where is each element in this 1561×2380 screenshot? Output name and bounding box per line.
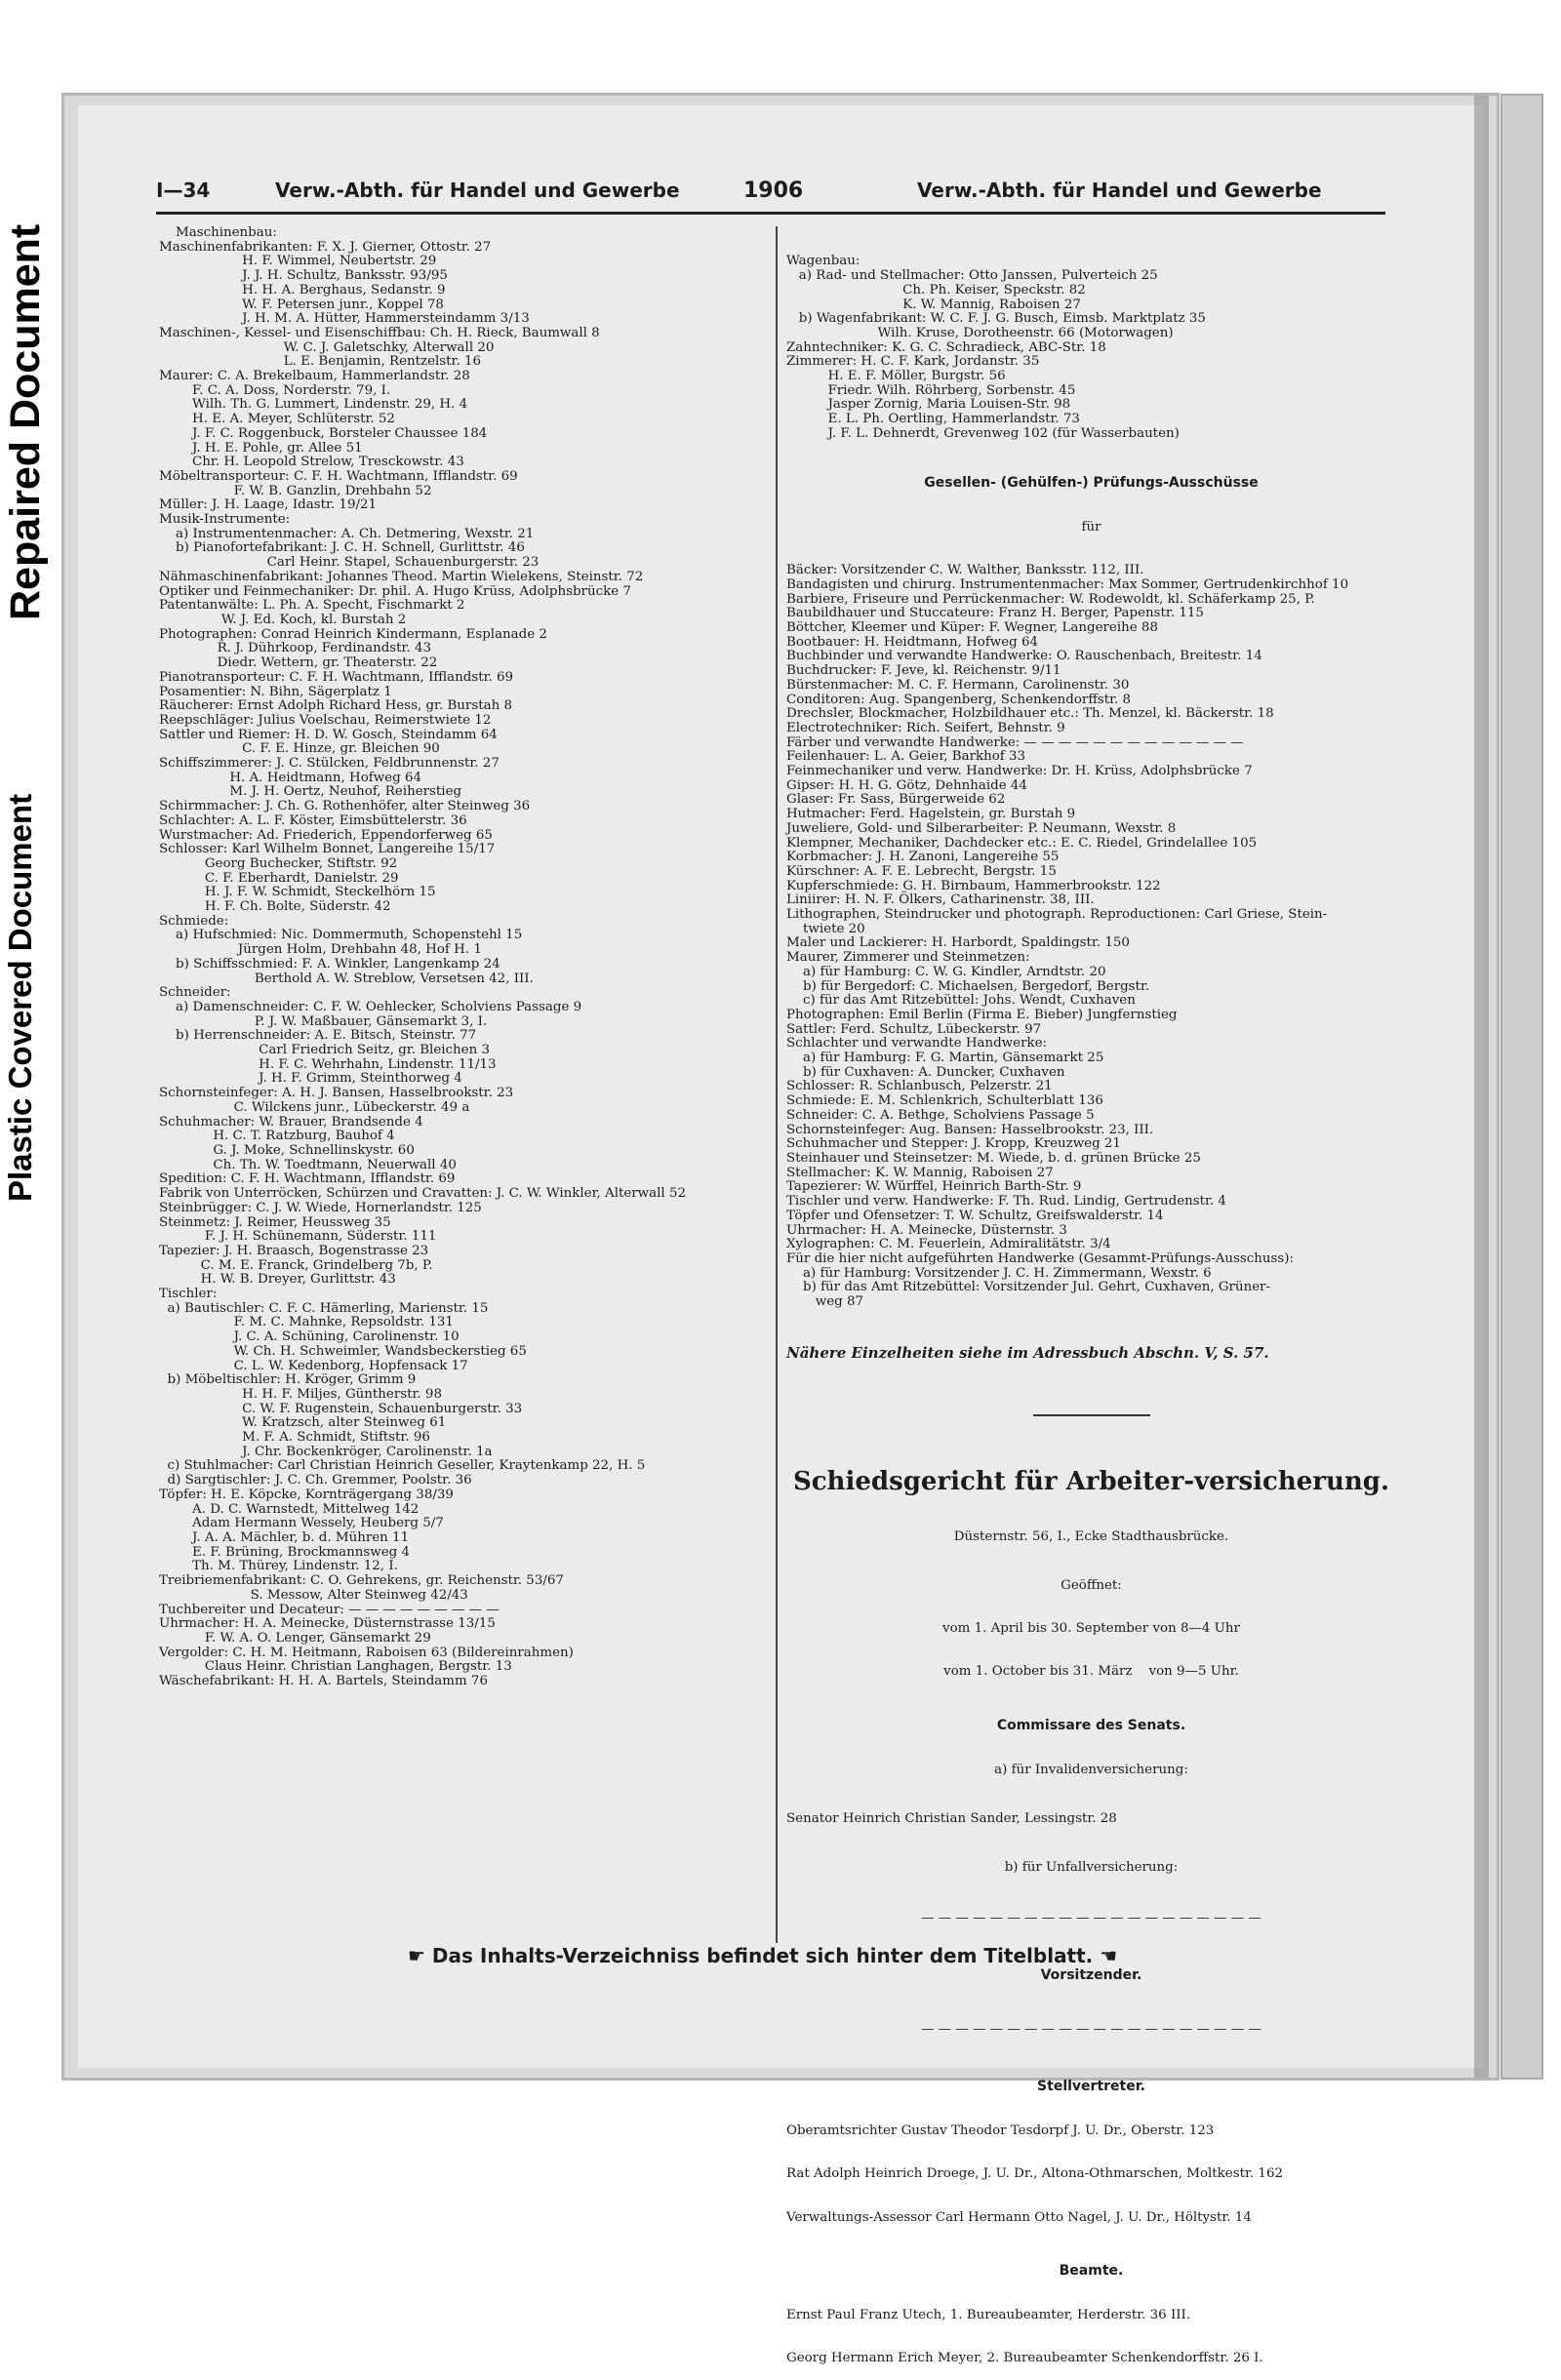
committee-entry: Für die hier nicht aufgeführten Handwerke (Gesammt-Prüfungs-Ausschuss):: [786, 1250, 1295, 1266]
directory-entry: J. F. C. Roggenbuck, Borsteler Chaussee 184: [159, 425, 488, 441]
directory-entry: Claus Heinr. Christian Langhagen, Bergstr. 13: [159, 1659, 512, 1675]
invalid-label: a) für Invalidenversicherung:: [994, 1762, 1188, 1777]
committee-entry: b) für das Amt Ritzebüttel: Vorsitzender Jul. Gehrt, Cuxhaven, Grüner-: [786, 1280, 1271, 1295]
directory-entry: Uhrmacher: H. A. Meinecke, Düsternstrasse 13/15: [159, 1616, 496, 1632]
directory-entry: b) Wagenfabrikant: W. C. F. J. G. Busch, Eimsb. Marktplatz 35: [786, 311, 1206, 327]
directory-entry: Spedition: C. F. H. Wachtmann, Ifflandstr. 69: [159, 1171, 456, 1187]
committee-entry: Maurer, Zimmerer und Steinmetzen:: [786, 950, 1030, 966]
committee-entry: Liniirer: H. N. F. Ölkers, Catharinenstr. 38, III.: [786, 892, 1095, 908]
dash-line-2: — — — — — — — — — — — — — — — — — — — —: [921, 2022, 1261, 2038]
directory-entry: E. L. Ph. Oertling, Hammerlandstr. 73: [786, 412, 1080, 427]
directory-entry: Müller: J. H. Laage, Idastr. 19/21: [159, 497, 378, 513]
directory-entry: C. Wilckens junr., Lübeckerstr. 49 a: [159, 1099, 470, 1115]
directory-entry: Maschinenfabrikanten: F. X. J. Gierner, Ottostr. 27: [159, 239, 492, 255]
hours-line-2: vom 1. October bis 31. März von 9—5 Uhr.: [943, 1664, 1239, 1680]
stellvertreter-2: Rat Adolph Heinrich Droege, J. U. Dr., Altona-Othmarschen, Moltkestr. 162: [786, 2166, 1283, 2182]
directory-entry: a) Bautischler: C. F. C. Hämerling, Marienstr. 15: [159, 1300, 489, 1316]
directory-entry: Maschinenbau:: [159, 225, 277, 240]
directory-entry: Adam Hermann Wessely, Heuberg 5/7: [159, 1516, 444, 1531]
directory-entry: Pianotransporteur: C. F. H. Wachtmann, Ifflandstr. 69: [159, 669, 514, 685]
directory-entry: Patentanwälte: L. Ph. A. Specht, Fischmarkt 2: [159, 598, 465, 614]
directory-entry: Schlachter: A. L. F. Köster, Eimsbüttelerstr. 36: [159, 813, 467, 828]
directory-entry: b) Möbeltischler: H. Kröger, Grimm 9: [159, 1372, 417, 1388]
beamte-title: Beamte.: [1059, 2262, 1124, 2279]
directory-entry: Tapezier: J. H. Braasch, Bogenstrasse 23: [159, 1243, 429, 1258]
section-gesellen-title: Gesellen- (Gehülfen-) Prüfungs-Ausschüsse: [924, 474, 1259, 491]
directory-entry: H. F. C. Wehrhahn, Lindenstr. 11/13: [159, 1056, 497, 1072]
directory-entry: Ch. Ph. Keiser, Speckstr. 82: [786, 282, 1086, 298]
directory-entry: Optiker und Feinmechaniker: Dr. phil. A. Hugo Krüss, Adolphsbrücke 7: [159, 583, 631, 599]
directory-entry: M. J. H. Oertz, Neuhof, Reiherstieg: [159, 784, 462, 800]
directory-entry: Vergolder: C. H. M. Heitmann, Raboisen 63 (Bildereinrahmen): [159, 1645, 574, 1660]
directory-entry: J. F. L. Dehnerdt, Grevenweg 102 (für Wasserbauten): [786, 425, 1180, 441]
directory-entry: Zahntechniker: K. G. C. Schradieck, ABC-Str. 18: [786, 339, 1106, 355]
gesellen-list: [786, 564, 1396, 1310]
committee-entry: Schornsteinfeger: Aug. Bansen: Hasselbrookstr. 23, III.: [786, 1122, 1154, 1137]
committee-entry: Hutmacher: Ferd. Hagelstein, gr. Burstah 9: [786, 807, 1076, 822]
committee-entry: Bäcker: Vorsitzender C. W. Walther, Banksstr. 112, III.: [786, 563, 1144, 578]
committee-entry: Schneider: C. A. Bethge, Scholviens Passage 5: [786, 1107, 1095, 1123]
directory-entry: Fabrik von Unterröcken, Schürzen und Cravatten: J. C. W. Winkler, Alterwall 52: [159, 1186, 686, 1202]
committee-entry: Klempner, Mechaniker, Dachdecker etc.: E. C. Riedel, Grindelallee 105: [786, 835, 1258, 851]
directory-entry: H. H. F. Miljes, Güntherstr. 98: [159, 1386, 442, 1402]
next-page-edge: [1502, 96, 1541, 2078]
committee-entry: Feinmechaniker und verw. Handwerke: Dr. H. Krüss, Adolphsbrücke 7: [786, 764, 1253, 779]
directory-entry: Sattler und Riemer: H. D. W. Gosch, Steindamm 64: [159, 727, 498, 742]
schiedsgericht-address: Düsternstr. 56, I., Ecke Stadthausbrücke.: [953, 1529, 1229, 1545]
committee-entry: Bootbauer: H. Heidtmann, Hofweg 64: [786, 634, 1039, 650]
stellvertreter-1: Oberamtsrichter Gustav Theodor Tesdorpf J. U. Dr., Oberstr. 123: [786, 2123, 1215, 2139]
vorsitzender-title: Vorsitzender.: [1040, 1967, 1142, 1984]
directory-entry: K. W. Mannig, Raboisen 27: [786, 297, 1081, 312]
committee-entry: Tapezierer: W. Würffel, Heinrich Barth-Str. 9: [786, 1179, 1082, 1195]
directory-entry: a) Instrumentenmacher: A. Ch. Detmering, Wexstr. 21: [159, 526, 535, 541]
directory-entry: C. M. E. Franck, Grindelberg 7b, P.: [159, 1257, 433, 1273]
directory-entry: C. L. W. Kedenborg, Hopfensack 17: [159, 1358, 468, 1373]
committee-entry: Uhrmacher: H. A. Meinecke, Düsternstr. 3: [786, 1222, 1067, 1238]
directory-entry: H. C. T. Ratzburg, Bauhof 4: [159, 1129, 395, 1144]
directory-entry: Schmiede:: [159, 913, 229, 929]
committee-entry: Schuhmacher und Stepper: J. Kropp, Kreuzweg 21: [786, 1136, 1121, 1152]
header-right-title: Verw.-Abth. für Handel und Gewerbe: [917, 178, 1322, 202]
directory-entry: c) Stuhlmacher: Carl Christian Heinrich Geseller, Kraytenkamp 22, H. 5: [159, 1458, 646, 1474]
directory-entry: Wilh. Th. G. Lummert, Lindenstr. 29, H. 4: [159, 397, 468, 413]
header-year: 1906: [743, 178, 804, 203]
directory-entry: Wagenbau:: [786, 254, 861, 269]
committee-entry: weg 87: [786, 1294, 864, 1310]
committee-entry: Baubildhauer und Stuccateure: Franz H. Berger, Papenstr. 115: [786, 606, 1204, 621]
committee-entry: Glaser: Fr. Sass, Bürgerweide 62: [786, 792, 1006, 808]
directory-entry: G. J. Moke, Schnellinskystr. 60: [159, 1143, 415, 1158]
plastic-covered-label: Plastic Covered Document: [2, 793, 38, 1203]
directory-entry: Wurstmacher: Ad. Friederich, Eppendorferweg 65: [159, 827, 493, 843]
committee-entry: c) für das Amt Ritzebüttel: Johs. Wendt, Cuxhaven: [786, 993, 1136, 1009]
directory-entry: Carl Heinr. Stapel, Schauenburgerstr. 23: [159, 555, 540, 571]
committee-entry: Buchbinder und verwandte Handwerke: O. Rauschenbach, Breitestr. 14: [786, 649, 1262, 664]
directory-entry: Möbeltransporteur: C. F. H. Wachtmann, Ifflandstr. 69: [159, 468, 518, 484]
directory-entry: Wilh. Kruse, Dorotheenstr. 66 (Motorwagen): [786, 325, 1174, 340]
committee-entry: Electrotechniker: Rich. Seifert, Behnstr. 9: [786, 720, 1065, 735]
repaired-document-label: Repaired Document: [2, 223, 49, 620]
pointing-hand-right-icon: ☚: [1100, 1944, 1118, 1967]
directory-entry: C. W. F. Rugenstein, Schauenburgerstr. 33: [159, 1401, 523, 1416]
directory-entry: H. F. Wimmel, Neubertstr. 29: [159, 254, 437, 269]
right-top-list: [786, 255, 1396, 441]
directory-entry: W. C. J. Galetschky, Alterwall 20: [159, 339, 495, 355]
committee-entry: Photographen: Emil Berlin (Firma E. Bieber) Jungfernstieg: [786, 1007, 1178, 1022]
footer-note: [408, 1944, 1117, 1967]
directory-entry: Zimmerer: H. C. F. Kark, Jordanstr. 35: [786, 354, 1040, 370]
committee-entry: b) für Cuxhaven: A. Duncker, Cuxhaven: [786, 1064, 1065, 1080]
dash-line-1: — — — — — — — — — — — — — — — — — — — —: [921, 1910, 1261, 1925]
directory-entry: Schuhmacher: W. Brauer, Brandsende 4: [159, 1114, 423, 1130]
directory-entry: H. H. A. Berghaus, Sedanstr. 9: [159, 282, 446, 298]
directory-entry: Jürgen Holm, Drehbahn 48, Hof H. 1: [159, 942, 482, 958]
committee-entry: Färber und verwandte Handwerke: — — — — — — — — — — — — —: [786, 734, 1244, 750]
column-divider: [776, 226, 778, 1943]
directory-entry: H. E. F. Möller, Burgstr. 56: [786, 369, 1006, 384]
directory-entry: b) Pianofortefabrikant: J. C. H. Schnell, Gurlittstr. 46: [159, 540, 525, 556]
invalid-entry: Senator Heinrich Christian Sander, Lessingstr. 28: [786, 1810, 1117, 1826]
committee-entry: Conditoren: Aug. Spangenberg, Schenkendorffstr. 8: [786, 692, 1132, 707]
committee-entry: b) für Bergedorf: C. Michaelsen, Bergedorf, Bergstr.: [786, 978, 1150, 994]
note-line: Nähere Einzelheiten siehe im Adressbuch Abschn. V, S. 57.: [786, 1344, 1269, 1363]
directory-entry: Räucherer: Ernst Adolph Richard Hess, gr. Burstah 8: [159, 698, 512, 714]
directory-entry: Tischler:: [159, 1287, 218, 1302]
directory-entry: W. J. Ed. Koch, kl. Burstah 2: [159, 612, 407, 627]
directory-entry: W. Kratzsch, alter Steinweg 61: [159, 1415, 447, 1431]
committee-entry: Böttcher, Kleemer und Küper: F. Wegner, Langereihe 88: [786, 619, 1158, 635]
committee-entry: Bandagisten und chirurg. Instrumentenmacher: Max Sommer, Gertrudenkirchhof 10: [786, 576, 1349, 592]
directory-entry: Schornsteinfeger: A. H. J. Bansen, Hasselbrookstr. 23: [159, 1086, 514, 1101]
committee-entry: a) für Hamburg: F. G. Martin, Gänsemarkt 25: [786, 1051, 1104, 1066]
directory-entry: a) Hufschmied: Nic. Dommermuth, Schopenstehl 15: [159, 928, 523, 943]
directory-entry: Photographen: Conrad Heinrich Kindermann, Esplanade 2: [159, 626, 547, 642]
directory-entry: A. D. C. Warnstedt, Mittelweg 142: [159, 1501, 420, 1517]
directory-entry: Reepschläger: Julius Voelschau, Reimerstwiete 12: [159, 712, 492, 728]
directory-entry: a) Damenschneider: C. F. W. Oehlecker, Scholviens Passage 9: [159, 999, 582, 1014]
left-column: [159, 226, 759, 1948]
page-gutter: [1474, 96, 1489, 2078]
stellvertreter-title: Stellvertreter.: [1037, 2079, 1145, 2095]
committee-entry: Sattler: Ferd. Schultz, Lübeckerstr. 97: [786, 1021, 1042, 1037]
committee-entry: Drechsler, Blockmacher, Holzbildhauer etc.: Th. Menzel, kl. Bäckerstr. 18: [786, 706, 1274, 722]
directory-entry: Maurer: C. A. Brekelbaum, Hammerlandstr. 28: [159, 369, 470, 384]
directory-entry: Treibriemenfabrikant: C. O. Gehrekens, gr. Reichenstr. 53/67: [159, 1573, 564, 1589]
committee-entry: a) für Hamburg: Vorsitzender J. C. H. Zimmermann, Wexstr. 6: [786, 1265, 1212, 1281]
directory-entry: Diedr. Wettern, gr. Theaterstr. 22: [159, 655, 438, 671]
directory-entry: Schiffszimmerer: J. C. Stülcken, Feldbrunnenstr. 27: [159, 756, 500, 772]
committee-entry: Feilenhauer: L. A. Geier, Barkhof 33: [786, 749, 1026, 765]
stellvertreter-3: Verwaltungs-Assessor Carl Hermann Otto Nagel, J. U. Dr., Höltystr. 14: [786, 2209, 1252, 2225]
committee-entry: Maler und Lackierer: H. Harbordt, Spaldingstr. 150: [786, 935, 1130, 951]
directory-entry: Chr. H. Leopold Strelow, Tresckowstr. 43: [159, 455, 464, 470]
directory-entry: Berthold A. W. Streblow, Versetsen 42, III.: [159, 971, 534, 986]
directory-entry: b) Schiffsschmied: F. A. Winkler, Langenkamp 24: [159, 956, 500, 972]
directory-entry: P. J. W. Maßbauer, Gänsemarkt 3, I.: [159, 1013, 488, 1029]
directory-entry: E. F. Brüning, Brockmannsweg 4: [159, 1544, 410, 1560]
committee-entry: a) für Hamburg: C. W. G. Kindler, Arndtstr. 20: [786, 964, 1106, 979]
committee-entry: Barbiere, Friseure und Perrückenmacher: W. Rodewoldt, kl. Schäferkamp 25, P.: [786, 591, 1315, 607]
directory-entry: Schirmmacher: J. Ch. G. Rothenhöfer, alter Steinweg 36: [159, 799, 531, 814]
committee-entry: Bürstenmacher: M. C. F. Hermann, Carolinenstr. 30: [786, 677, 1130, 693]
directory-entry: Steinbrügger: C. J. W. Wiede, Hornerlandstr. 125: [159, 1200, 482, 1215]
directory-entry: Schneider:: [159, 985, 231, 1001]
pointing-hand-left-icon: ☛: [408, 1944, 425, 1967]
committee-entry: Korbmacher: J. H. Zanoni, Langereihe 55: [786, 850, 1060, 865]
directory-entry: Wäschefabrikant: H. H. A. Bartels, Steindamm 76: [159, 1674, 488, 1689]
committee-entry: Gipser: H. H. G. Götz, Dehnhaide 44: [786, 777, 1027, 793]
directory-entry: F. W. A. O. Lenger, Gänsemarkt 29: [159, 1630, 431, 1646]
directory-entry: H. F. Ch. Bolte, Süderstr. 42: [159, 899, 391, 915]
committee-entry: Töpfer und Ofensetzer: T. W. Schultz, Greifswalderstr. 14: [786, 1208, 1164, 1223]
committee-entry: Kupferschmiede: G. H. Birnbaum, Hammerbrookstr. 122: [786, 878, 1161, 893]
footer-text: Das Inhalts-Verzeichniss befindet sich hinter dem Titelblatt.: [431, 1944, 1094, 1967]
page-number: I—34: [156, 178, 211, 202]
directory-entry: M. F. A. Schmidt, Stiftstr. 96: [159, 1430, 430, 1446]
committee-entry: Juweliere, Gold- und Silberarbeiter: P. Neumann, Wexstr. 8: [786, 820, 1177, 836]
committee-entry: Stellmacher: K. W. Mannig, Raboisen 27: [786, 1165, 1054, 1180]
unfall-label: b) für Unfallversicherung:: [1004, 1859, 1179, 1875]
section-rule: [1033, 1414, 1150, 1416]
directory-entry: H. A. Heidtmann, Hofweg 64: [159, 770, 421, 785]
directory-entry: Ch. Th. W. Toedtmann, Neuerwall 40: [159, 1157, 457, 1172]
directory-entry: Steinmetz: J. Reimer, Heussweg 35: [159, 1214, 391, 1230]
directory-entry: Friedr. Wilh. Röhrberg, Sorbenstr. 45: [786, 382, 1076, 398]
committee-entry: twiete 20: [786, 921, 865, 936]
section-gesellen-sub: für: [1081, 520, 1101, 536]
schiedsgericht-title: Schiedsgericht für Arbeiter-versicherung.: [792, 1466, 1390, 1496]
directory-entry: J. A. A. Mächler, b. d. Mühren 11: [159, 1529, 410, 1545]
committee-entry: Lithographen, Steindrucker und photograph. Reproductionen: Carl Griese, Stein-: [786, 907, 1328, 923]
directory-entry: Schlosser: Karl Wilhelm Bonnet, Langereihe 15/17: [159, 842, 496, 857]
right-column: [786, 226, 1396, 2365]
directory-entry: Jasper Zornig, Maria Louisen-Str. 98: [786, 397, 1071, 413]
running-header: [156, 178, 1385, 215]
directory-entry: J. J. H. Schultz, Banksstr. 93/95: [159, 268, 448, 284]
directory-entry: Th. M. Thürey, Lindenstr. 12, I.: [159, 1559, 398, 1574]
directory-entry: J. H. M. A. Hütter, Hammersteindamm 3/13: [159, 311, 530, 327]
committee-entry: Schlachter und verwandte Handwerke:: [786, 1036, 1048, 1051]
directory-entry: Tuchbereiter und Decateur: — — — — — — — — —: [159, 1602, 500, 1617]
directory-entry: R. J. Dührkoop, Ferdinandstr. 43: [159, 641, 432, 656]
directory-entry: H. E. A. Meyer, Schlüterstr. 52: [159, 412, 395, 427]
directory-entry: Töpfer: H. E. Köpcke, Kornträgergang 38/39: [159, 1487, 454, 1502]
directory-entry: L. E. Benjamin, Rentzelstr. 16: [159, 354, 482, 370]
directory-entry: C. F. E. Hinze, gr. Bleichen 90: [159, 741, 440, 757]
directory-entry: C. F. Eberhardt, Danielstr. 29: [159, 870, 399, 886]
beamte-1: Ernst Paul Franz Utech, 1. Bureaubeamter, Herderstr. 36 III.: [786, 2307, 1191, 2322]
committee-entry: Schmiede: E. M. Schlenkrich, Schulterblatt 136: [786, 1093, 1103, 1109]
committee-entry: Steinhauer und Steinsetzer: M. Wiede, b. d. grünen Brücke 25: [786, 1151, 1201, 1166]
opened-label: Geöffnet:: [1061, 1578, 1122, 1594]
directory-entry: Posamentier: N. Bihn, Sägerplatz 1: [159, 684, 392, 699]
directory-entry: a) Rad- und Stellmacher: Otto Janssen, Pulverteich 25: [786, 268, 1158, 284]
directory-entry: W. F. Petersen junr., Koppel 78: [159, 297, 444, 312]
directory-entry: d) Sargtischler: J. C. Ch. Gremmer, Poolstr. 36: [159, 1473, 472, 1488]
committee-entry: Schlosser: R. Schlanbusch, Pelzerstr. 21: [786, 1079, 1053, 1094]
directory-entry: Carl Friedrich Seitz, gr. Bleichen 3: [159, 1043, 490, 1058]
commissare-title: Commissare des Senats.: [996, 1717, 1186, 1733]
header-left-title: Verw.-Abth. für Handel und Gewerbe: [275, 178, 680, 202]
directory-entry: Musik-Instrumente:: [159, 512, 291, 528]
directory-entry: F. W. B. Ganzlin, Drehbahn 52: [159, 483, 432, 498]
directory-entry: J. Chr. Bockenkröger, Carolinenstr. 1a: [159, 1444, 493, 1459]
directory-entry: W. Ch. H. Schweimler, Wandsbeckerstieg 65: [159, 1343, 527, 1359]
directory-entry: F. M. C. Mahnke, Repsoldstr. 131: [159, 1315, 454, 1330]
directory-entry: S. Messow, Alter Steinweg 42/43: [159, 1587, 468, 1603]
directory-entry: Maschinen-, Kessel- und Eisenschiffbau: Ch. H. Rieck, Baumwall 8: [159, 325, 600, 340]
directory-entry: H. W. B. Dreyer, Gurlittstr. 43: [159, 1272, 396, 1288]
directory-entry: b) Herrenschneider: A. E. Bitsch, Steinstr. 77: [159, 1028, 477, 1044]
beamte-2: Georg Hermann Erich Meyer, 2. Bureaubeamter Schenkendorffstr. 26 I.: [786, 2350, 1263, 2365]
directory-entry: F. J. H. Schünemann, Süderstr. 111: [159, 1229, 437, 1245]
directory-entry: J. C. A. Schüning, Carolinenstr. 10: [159, 1329, 460, 1345]
directory-entry: Georg Buchecker, Stiftstr. 92: [159, 855, 398, 871]
directory-entry: Nähmaschinenfabrikant: Johannes Theod. Martin Wielekens, Steinstr. 72: [159, 569, 644, 584]
committee-entry: Buchdrucker: F. Jeve, kl. Reichenstr. 9/11: [786, 663, 1061, 679]
hours-line-1: vom 1. April bis 30. September von 8—4 Uhr: [942, 1621, 1240, 1637]
committee-entry: Kürschner: A. F. E. Lebrecht, Bergstr. 15: [786, 863, 1057, 879]
directory-entry: F. C. A. Doss, Norderstr. 79, I.: [159, 382, 391, 398]
directory-entry: J. H. F. Grimm, Steinthorweg 4: [159, 1071, 462, 1087]
committee-entry: Tischler und verw. Handwerke: F. Th. Rud. Lindig, Gertrudenstr. 4: [786, 1194, 1226, 1210]
directory-entry: H. J. F. W. Schmidt, Steckelhörn 15: [159, 885, 436, 900]
directory-entry: J. H. E. Pohle, gr. Allee 51: [159, 440, 363, 456]
committee-entry: Xylographen: C. M. Feuerlein, Admiralitätstr. 3/4: [786, 1237, 1111, 1252]
